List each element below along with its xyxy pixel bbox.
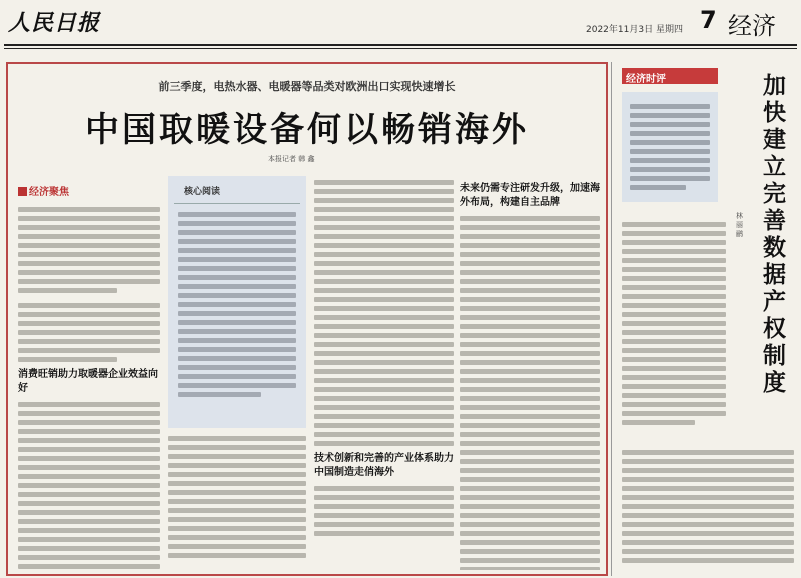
text-line [18, 288, 117, 293]
text-line [314, 360, 454, 365]
text-line [168, 490, 306, 495]
text-line [18, 447, 160, 452]
text-line [18, 216, 160, 221]
text-line [178, 275, 296, 280]
text-line [622, 339, 726, 344]
text-line [622, 357, 726, 362]
text-line [314, 387, 454, 392]
text-line [314, 225, 454, 230]
text-line [178, 374, 296, 379]
text-line [178, 230, 296, 235]
text-line [314, 522, 454, 527]
text-line [622, 459, 794, 464]
text-line [314, 351, 454, 356]
text-line [314, 405, 454, 410]
text-line [630, 140, 710, 145]
text-line [622, 420, 695, 425]
text-line [460, 369, 600, 374]
text-line [630, 185, 686, 190]
text-line [18, 234, 160, 239]
text-line [622, 384, 726, 389]
text-line [168, 553, 306, 558]
text-line [630, 167, 710, 172]
text-line [18, 492, 160, 497]
text-line [630, 113, 710, 118]
text-line [630, 176, 710, 181]
text-line [178, 383, 296, 388]
text-line [18, 528, 160, 533]
text-line [18, 312, 160, 317]
text-line [460, 279, 600, 284]
text-line [460, 234, 600, 239]
commentary-body-lower [622, 450, 794, 567]
text-line [18, 465, 160, 470]
text-line [460, 522, 600, 527]
text-line [314, 441, 454, 446]
text-line [314, 432, 454, 437]
text-line [622, 348, 726, 353]
text-line [18, 420, 160, 425]
text-line [460, 378, 600, 383]
text-line [460, 225, 600, 230]
text-line [622, 393, 726, 398]
text-line [178, 257, 296, 262]
text-line [168, 499, 306, 504]
text-line [168, 544, 306, 549]
text-line [18, 456, 160, 461]
text-line [460, 288, 600, 293]
text-line [460, 324, 600, 329]
text-line [18, 537, 160, 542]
text-line [460, 360, 600, 365]
text-line [622, 285, 726, 290]
text-line [314, 180, 454, 185]
text-line [18, 474, 160, 479]
text-line [314, 189, 454, 194]
column-divider [611, 62, 612, 576]
text-line [314, 531, 454, 536]
text-line [168, 472, 306, 477]
text-line [314, 342, 454, 347]
text-line [630, 158, 710, 163]
label-square-icon [18, 187, 27, 196]
text-line [314, 252, 454, 257]
text-line [18, 357, 117, 362]
text-line [168, 526, 306, 531]
text-line [622, 513, 794, 518]
story-column-3 [314, 180, 454, 570]
text-line [460, 405, 600, 410]
text-line [18, 519, 160, 524]
subhead-3: 未来仍需专注研发升级，加速海外布局，构建自主品牌 [460, 183, 600, 208]
text-line [168, 445, 306, 450]
text-line [314, 207, 454, 212]
text-line [18, 279, 160, 284]
text-line [178, 302, 296, 307]
text-line [460, 342, 600, 347]
text-line [168, 436, 306, 441]
text-line [460, 270, 600, 275]
text-line [622, 294, 726, 299]
text-line [18, 321, 160, 326]
text-line [630, 131, 710, 136]
text-line [622, 558, 794, 563]
lead-story [6, 62, 608, 576]
text-line [314, 324, 454, 329]
text-line [178, 392, 261, 397]
text-line [622, 402, 726, 407]
text-line [18, 546, 160, 551]
commentary-title: 加快建立完善数据产权制度 [763, 72, 786, 396]
text-line [460, 306, 600, 311]
text-line [18, 564, 160, 569]
newspaper-logo: 人民日报 [8, 10, 101, 36]
text-line [314, 486, 454, 491]
text-line [314, 234, 454, 239]
text-line [178, 347, 296, 352]
text-line [622, 549, 794, 554]
text-line [314, 216, 454, 221]
text-line [460, 387, 600, 392]
text-line [460, 297, 600, 302]
story-kicker: 前三季度，电热水器、电暖器等品类对欧洲出口实现快速增长 [158, 80, 456, 93]
text-line [168, 454, 306, 459]
text-line [314, 378, 454, 383]
text-line [314, 414, 454, 419]
text-line [460, 216, 600, 221]
text-line [460, 243, 600, 248]
text-line [18, 261, 160, 266]
text-line [622, 450, 794, 455]
text-line [18, 402, 160, 407]
text-line [178, 365, 296, 370]
text-line [314, 504, 454, 509]
text-line [460, 558, 600, 563]
text-line [460, 252, 600, 257]
text-line [460, 495, 600, 500]
text-line [460, 414, 600, 419]
text-line [622, 330, 726, 335]
text-line [622, 375, 726, 380]
text-line [460, 540, 600, 545]
text-line [178, 239, 296, 244]
text-line [630, 149, 710, 154]
text-line [460, 315, 600, 320]
text-line [168, 535, 306, 540]
text-line [460, 351, 600, 356]
text-line [18, 348, 160, 353]
text-line [460, 450, 600, 455]
core-reading-title: 核心阅读 [174, 176, 300, 204]
text-line [622, 231, 726, 236]
text-line [460, 423, 600, 428]
text-line [460, 459, 600, 464]
text-line [622, 486, 794, 491]
text-line [622, 321, 726, 326]
text-line [178, 320, 296, 325]
text-line [314, 513, 454, 518]
text-line [622, 222, 726, 227]
text-line [622, 477, 794, 482]
text-line [18, 243, 160, 248]
text-line [460, 486, 600, 491]
text-line [18, 330, 160, 335]
text-line [460, 477, 600, 482]
text-line [622, 468, 794, 473]
text-line [314, 270, 454, 275]
text-line [460, 441, 600, 446]
text-line [178, 356, 296, 361]
text-line [460, 468, 600, 473]
text-line [622, 276, 726, 281]
text-line [178, 284, 296, 289]
text-line [460, 432, 600, 437]
text-line [18, 555, 160, 560]
text-line [178, 329, 296, 334]
text-line [314, 198, 454, 203]
text-line [178, 221, 296, 226]
text-line [178, 338, 296, 343]
text-line [622, 249, 726, 254]
text-line [622, 522, 794, 527]
text-line [314, 396, 454, 401]
story-column-4 [460, 180, 600, 570]
text-line [178, 293, 296, 298]
text-line [18, 483, 160, 488]
text-line [314, 495, 454, 500]
text-line [314, 369, 454, 374]
text-line [622, 258, 726, 263]
text-line [18, 411, 160, 416]
text-line [18, 501, 160, 506]
subhead-1: 消费旺销助力取暖器企业效益向好 [18, 369, 158, 394]
section-name: 经济 [728, 12, 776, 40]
text-line [622, 540, 794, 545]
masthead [0, 0, 801, 44]
text-line [314, 279, 454, 284]
story-column-2 [168, 436, 306, 572]
text-line [460, 333, 600, 338]
commentary-author: 林丽鹂 [736, 212, 743, 238]
story-byline: 本报记者 韩 鑫 [268, 155, 315, 163]
text-line [314, 306, 454, 311]
text-line [630, 104, 710, 109]
text-line [314, 243, 454, 248]
text-line [622, 312, 726, 317]
text-line [178, 248, 296, 253]
issue-date: 2022年11月3日 星期四 [586, 25, 683, 35]
text-line [460, 513, 600, 518]
text-line [168, 517, 306, 522]
text-line [460, 567, 600, 570]
text-line [622, 411, 726, 416]
text-line [314, 423, 454, 428]
text-line [18, 438, 160, 443]
text-line [622, 267, 726, 272]
text-line [460, 531, 600, 536]
text-line [178, 311, 296, 316]
text-line [622, 504, 794, 509]
commentary-label: 经济时评 [622, 68, 718, 84]
commentary-summary-box [622, 92, 718, 202]
text-line [178, 266, 296, 271]
text-line [168, 481, 306, 486]
masthead-rule [4, 44, 797, 46]
text-line [622, 531, 794, 536]
text-line [622, 366, 726, 371]
text-line [622, 240, 726, 245]
text-line [314, 333, 454, 338]
text-line [18, 207, 160, 212]
story-headline: 中国取暖设备何以畅销海外 [85, 110, 529, 150]
text-line [18, 252, 160, 257]
text-line [18, 270, 160, 275]
text-line [630, 122, 710, 127]
text-line [460, 396, 600, 401]
core-reading-box [168, 176, 306, 428]
section-label: 经济聚焦 [18, 183, 69, 198]
text-line [314, 297, 454, 302]
text-line [18, 510, 160, 515]
text-line [314, 288, 454, 293]
text-line [622, 495, 794, 500]
story-column-1 [18, 180, 160, 570]
text-line [18, 225, 160, 230]
commentary-body [622, 222, 726, 429]
text-line [314, 261, 454, 266]
text-line [168, 508, 306, 513]
text-line [460, 549, 600, 554]
text-line [18, 429, 160, 434]
text-line [314, 315, 454, 320]
subhead-2: 技术创新和完善的产业体系助力中国制造走俏海外 [314, 453, 454, 478]
page-number: 7 [700, 6, 717, 34]
commentary-column [616, 62, 798, 576]
text-line [460, 504, 600, 509]
text-line [178, 212, 296, 217]
text-line [18, 339, 160, 344]
text-line [460, 261, 600, 266]
text-line [18, 303, 160, 308]
masthead-rule-thin [4, 48, 797, 49]
text-line [168, 463, 306, 468]
text-line [622, 303, 726, 308]
